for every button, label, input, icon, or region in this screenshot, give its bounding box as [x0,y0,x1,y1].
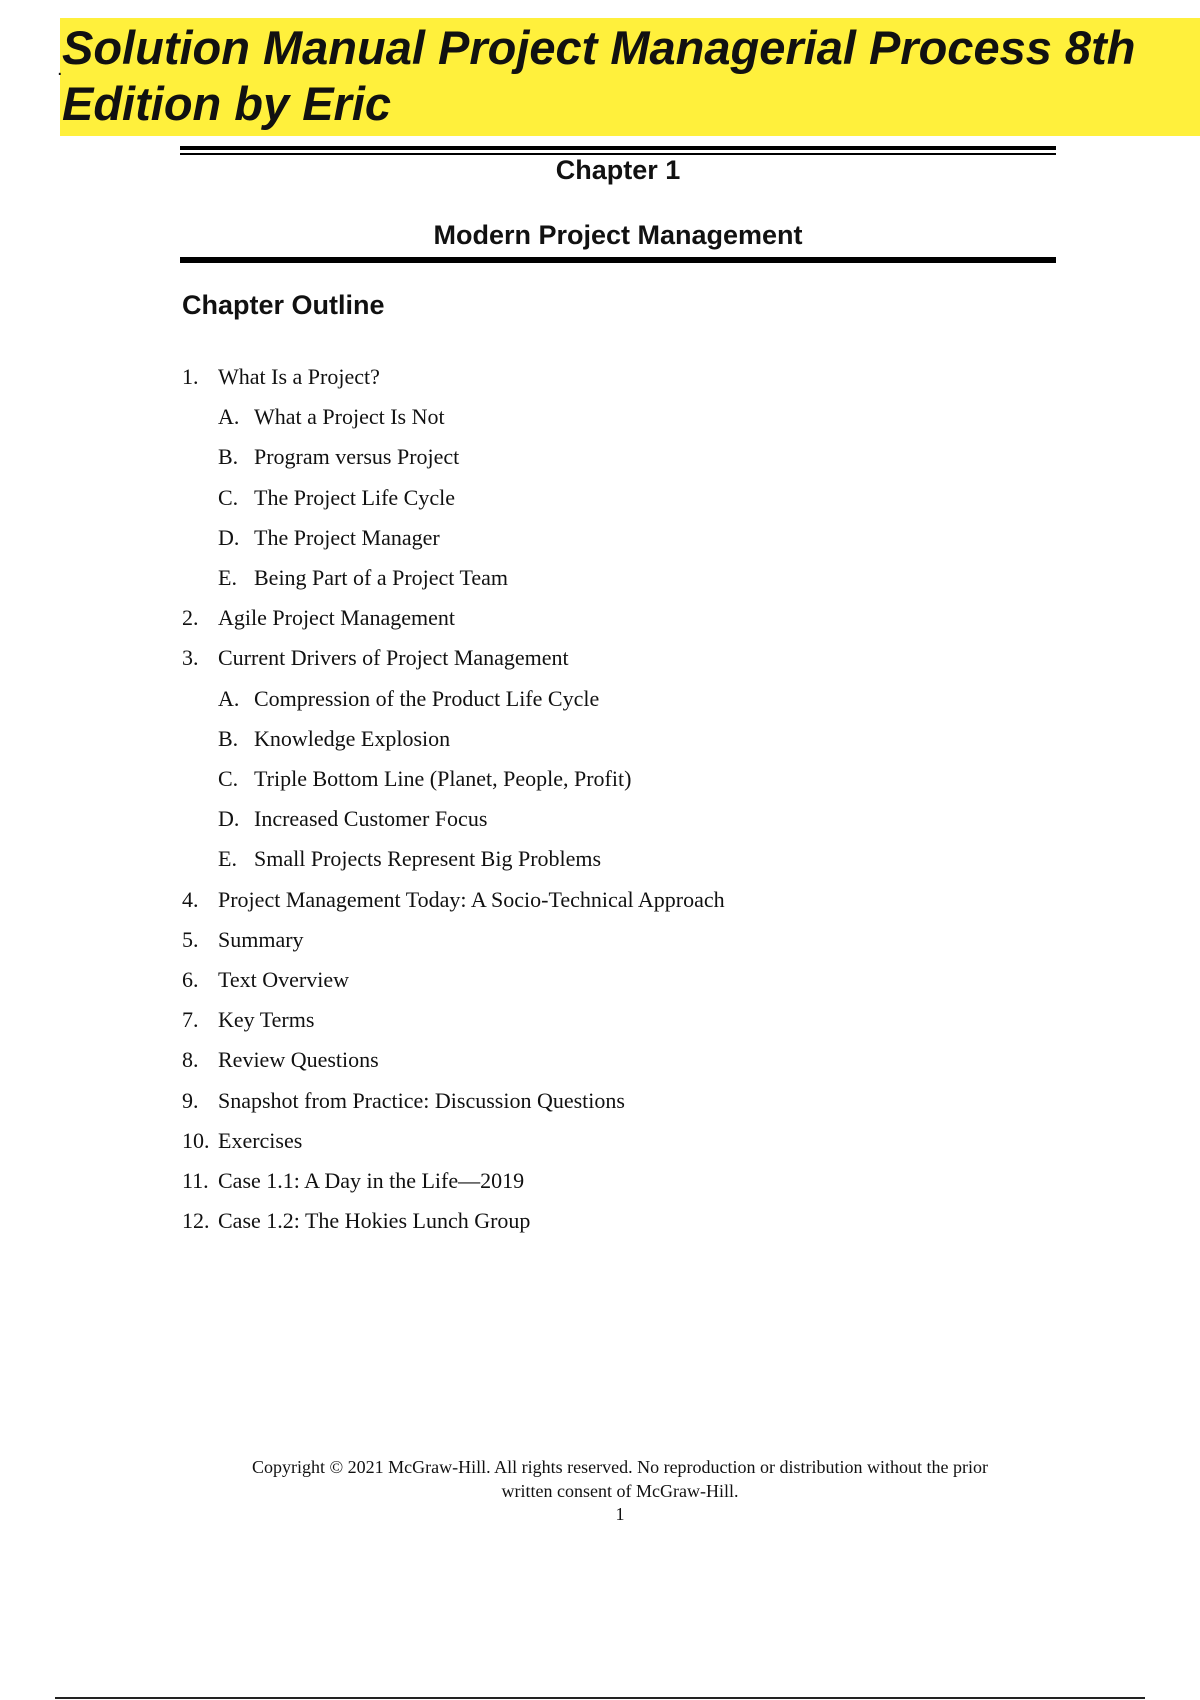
document-title: Solution Manual Project Managerial Process 8th Edition by Eric [62,21,1136,130]
page-number: 1 [615,1504,625,1524]
outline-item-text: Increased Customer Focus [254,806,488,832]
outline-item-number: 8. [182,1047,199,1073]
copyright-line-1: Copyright © 2021 McGraw-Hill. All rights reserved. No reproduction or distribution without the prior [251,1457,989,1477]
outline-item-text: Current Drivers of Project Management [218,645,569,671]
outline-subitem [218,565,508,591]
outline-item-number: 12. [182,1208,210,1234]
outline-item-text: Review Questions [218,1047,379,1073]
outline-heading: Chapter Outline [182,290,385,320]
outline-item-text: Compression of the Product Life Cycle [254,685,600,711]
outline-item-number: E. [218,565,237,590]
outline-item [182,927,304,953]
outline-item-number: 4. [182,886,199,912]
outline-item [182,1047,379,1073]
outline-item-text: Summary [218,926,304,952]
outline-item-number: 3. [182,645,199,671]
outline-item [182,645,569,671]
outline-item-text: Key Terms [218,1007,315,1033]
outline-subitem [218,766,631,792]
outline-item-text: Case 1.2: The Hokies Lunch Group [218,1208,531,1234]
outline-item-number: 11. [182,1168,209,1193]
outline-subitem [218,726,450,752]
outline-item-number: A. [218,685,240,711]
outline-item-number: 7. [182,1007,199,1033]
outline-item-text: Small Projects Represent Big Problems [254,846,602,872]
chapter-title: Modern Project Management [433,220,803,250]
outline-item-text: Knowledge Explosion [254,725,451,751]
outline-item-number: D. [218,524,240,550]
outline-item-text: Case 1.1: A Day in the Life—2019 [218,1168,525,1193]
outline-item-number: 1. [182,364,199,389]
banner-marker: . [57,58,63,80]
outline-item [182,1007,314,1033]
outline-item-number: 5. [182,926,199,952]
outline-item-text: What a Project Is Not [254,404,445,430]
outline-item-text: Agile Project Management [218,605,456,631]
outline-subitem [218,846,601,872]
outline-item-number: 9. [182,1087,199,1113]
outline-item-number: C. [218,484,239,510]
outline-item-text: Being Part of a Project Team [254,565,509,590]
outline-subitem [218,525,440,551]
outline-item-number: C. [218,766,239,791]
outline-item-number: E. [218,846,237,872]
copyright-line-2: written consent of McGraw-Hill. [501,1481,739,1501]
outline-item-number: 6. [182,967,199,992]
outline-subitem [218,444,459,470]
outline-item-text: Snapshot from Practice: Discussion Questions [218,1087,625,1113]
outline-item-text: The Project Manager [254,524,440,550]
outline-item [182,364,380,390]
outline-item-number: A. [218,404,240,430]
outline-item [182,1168,524,1194]
outline-item [182,1208,530,1234]
outline-item-number: 10. [182,1127,210,1153]
outline-subitem [218,806,487,832]
outline-subitem [218,404,445,430]
top-rule-thick [180,146,1056,150]
outline-item [182,605,455,631]
outline-item [182,887,725,913]
outline-item-text: Exercises [218,1127,303,1153]
outline-item-text: Program versus Project [254,444,460,470]
outline-item-number: 2. [182,605,199,631]
outline-item-number: D. [218,806,240,832]
chapter-number: Chapter 1 [555,155,681,185]
outline-item [182,1128,302,1154]
outline-item [182,1088,625,1114]
outline-subitem [218,686,599,712]
outline-item-text: The Project Life Cycle [254,484,455,510]
bottom-rule [180,257,1056,263]
outline-item-text: Text Overview [218,967,350,992]
outline-item-text: Project Management Today: A Socio-Technical Approach [218,886,725,912]
outline-item-text: Triple Bottom Line (Planet, People, Profit) [254,766,632,791]
outline-item [182,967,349,993]
page-edge-line [55,1697,1145,1699]
outline-item-text: What Is a Project? [218,364,380,389]
outline-item-number: B. [218,444,239,470]
outline-subitem [218,485,455,511]
outline-item-number: B. [218,725,239,751]
